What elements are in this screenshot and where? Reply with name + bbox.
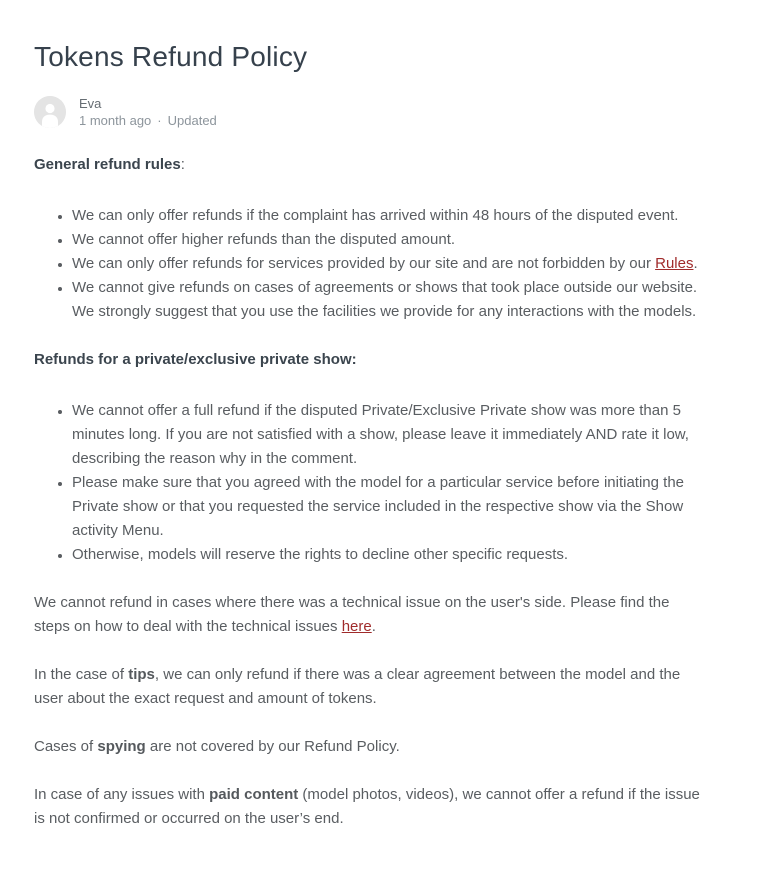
author-block <box>34 95 704 129</box>
list-item-text: . <box>693 254 698 272</box>
avatar <box>34 96 66 128</box>
list-item <box>72 252 704 276</box>
author-sub <box>79 112 217 129</box>
list-item: • Please make sure that you agreed with the model for a particular service before initiating the Private show or that you requested the service included in the respective show via the Show activity Menu. <box>72 471 704 543</box>
paragraph-technical-issue <box>34 591 704 639</box>
author-meta <box>79 95 217 129</box>
author-timestamp: 1 month ago <box>79 112 152 128</box>
paragraph-spying <box>34 735 704 759</box>
paragraph-text: (model photos, videos), we cannot offer a refund if the issue is not confirmed or occurred on the user’s end. <box>34 785 700 827</box>
paragraph-paid-content <box>34 783 704 831</box>
private-show-list <box>34 399 704 567</box>
list-item: • We cannot offer higher refunds than the disputed amount. <box>72 228 704 252</box>
meta-separator: · <box>157 112 162 128</box>
paragraph-text: Cases of <box>34 737 98 755</box>
rules-link[interactable]: Rules <box>655 254 694 272</box>
author-name: Eva <box>79 95 102 111</box>
section-heading-general-colon: : <box>180 155 185 173</box>
paid-content-bold-text: paid content <box>209 785 299 803</box>
paragraph-tips <box>34 663 704 711</box>
here-link[interactable]: here <box>341 617 372 635</box>
private-show-list-wrap <box>34 399 704 567</box>
section-heading-private-show: Refunds for a private/exclusive private show: <box>34 350 357 368</box>
spying-bold-text: spying <box>97 737 146 755</box>
tips-bold-text: tips <box>128 665 155 683</box>
list-item-text: We can only offer refunds for services provided by our site and are not forbidden by our <box>72 254 656 272</box>
section-heading-general-rules <box>34 153 704 177</box>
paragraph-text: , we can only refund if there was a clear agreement between the model and the user about the exact request and amount of tokens. <box>34 665 681 707</box>
paragraph-text: . <box>371 617 376 635</box>
user-icon <box>34 96 66 128</box>
paragraph-text: In case of any issues with <box>34 785 210 803</box>
list-item: • We cannot give refunds on cases of agreements or shows that took place outside our website. We strongly suggest that you use the facilities we provide for any interactions with the models. <box>72 276 704 324</box>
general-rules-list <box>34 204 704 324</box>
paragraph-text: In the case of <box>34 665 129 683</box>
paragraph-text: We cannot refund in cases where there was a technical issue on the user's side. Please find the steps on how to deal with the technical issues <box>34 593 670 635</box>
page-title: Tokens Refund Policy <box>34 41 308 72</box>
paragraph-text: are not covered by our Refund Policy. <box>145 737 400 755</box>
updated-label: Updated <box>167 112 217 128</box>
list-item: • We can only offer refunds if the complaint has arrived within 48 hours of the disputed event. <box>72 204 704 228</box>
list-item: • Otherwise, models will reserve the rights to decline other specific requests. <box>72 543 704 567</box>
general-rules-list-wrap <box>34 204 704 324</box>
section-heading-general-text: General refund rules <box>34 155 181 173</box>
list-item: • We cannot offer a full refund if the disputed Private/Exclusive Private show was more than 5 minutes long. If you are not satisfied with a show, please leave it immediately AND rate it low, describing the reason why in the comment. <box>72 399 704 471</box>
